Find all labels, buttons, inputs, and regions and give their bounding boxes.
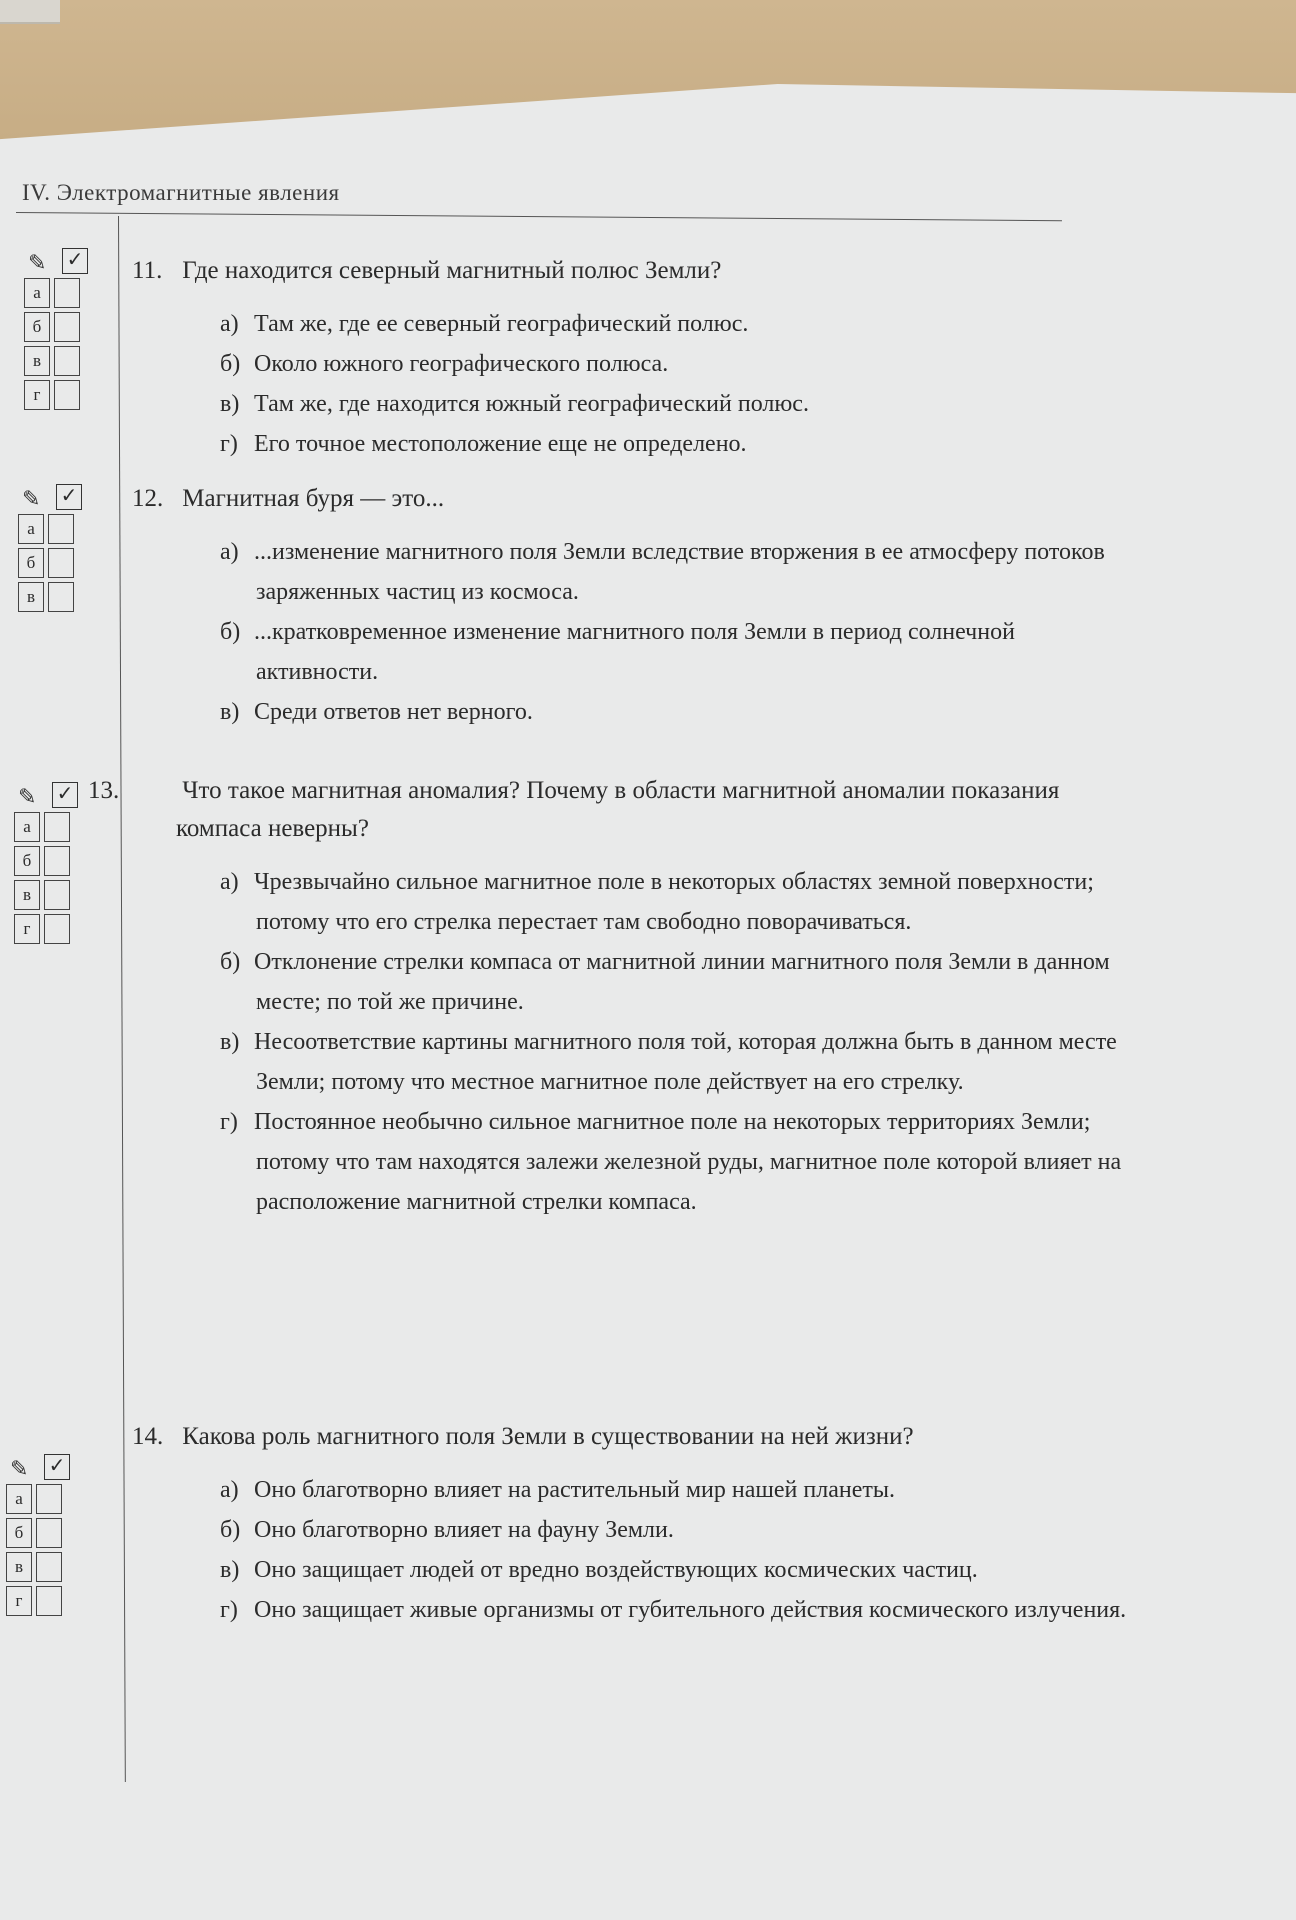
checkbox-icon: ✓ (56, 484, 82, 510)
answer-box[interactable] (44, 812, 70, 842)
option-text: ...кратковременное изменение магнитного поля Земли в период солнечной активности. (254, 619, 1015, 685)
option-text: Около южного географического полюса. (254, 351, 669, 377)
answer-box[interactable] (54, 312, 80, 342)
grid-label: в (18, 582, 44, 612)
grid-label: б (6, 1518, 32, 1548)
option-text: Его точное местоположение еще не определено. (254, 431, 747, 457)
answer-box[interactable] (44, 846, 70, 876)
grid-label: в (24, 346, 50, 376)
option-text: Среди ответов нет верного. (254, 699, 533, 725)
question-number: 13. (88, 777, 120, 804)
checkbox-icon: ✓ (62, 248, 88, 274)
question-text: Магнитная буря — это... (182, 485, 445, 512)
option-b (176, 612, 1142, 692)
answer-box[interactable] (36, 1586, 62, 1616)
pencil-icon: ✎ (22, 486, 41, 511)
option-label: б) (220, 351, 241, 377)
option-text: Оно благотворно влияет на растительный мир нашей планеты. (254, 1477, 895, 1503)
option-label: а) (220, 539, 239, 565)
option-text: Несоответствие картины магнитного поля той, которая должна быть в данном месте Земли; потому что местное магнитное поле действует на его стрелку. (254, 1029, 1117, 1095)
option-label: г) (220, 1109, 238, 1135)
answer-box[interactable] (36, 1484, 62, 1514)
question-title (132, 1418, 1142, 1456)
option-d (176, 1590, 1142, 1630)
grid-label: а (24, 278, 50, 308)
answer-box[interactable] (36, 1518, 62, 1548)
question-title (132, 252, 1142, 290)
option-c (176, 1550, 1142, 1590)
question-13 (88, 772, 1142, 1222)
option-label: в) (220, 1557, 240, 1583)
option-label: б) (220, 949, 241, 975)
answer-grid-q14 (6, 1454, 76, 1620)
question-text: Какова роль магнитного поля Земли в существовании на ней жизни? (182, 1423, 914, 1450)
grid-label: г (14, 914, 40, 944)
answer-box[interactable] (54, 278, 80, 308)
answer-grid-q11 (24, 248, 94, 414)
option-label: а) (220, 311, 239, 337)
option-text: Оно защищает людей от вредно воздействующих космических частиц. (254, 1557, 978, 1583)
pencil-icon: ✎ (18, 784, 37, 809)
option-label: а) (220, 1477, 239, 1503)
question-11 (132, 252, 1142, 464)
answer-box[interactable] (48, 514, 74, 544)
option-text: Чрезвычайно сильное магнитное поле в некоторых областях земной поверхности; потому что его стрелка перестает там свободно поворачиваться. (254, 869, 1094, 935)
option-d (176, 1102, 1142, 1222)
option-label: в) (220, 391, 240, 417)
answer-box[interactable] (36, 1552, 62, 1582)
option-a (176, 1470, 1142, 1510)
option-label: а) (220, 869, 239, 895)
question-12 (132, 480, 1142, 732)
option-b (176, 344, 1142, 384)
answer-grid-q12 (18, 484, 88, 616)
margin-rule (118, 216, 126, 1782)
option-text: Постоянное необычно сильное магнитное поле на некоторых территориях Земли; потому что там находятся залежи железной руды, магнитное поле которой влияет на расположение магнитной стрелки компаса. (254, 1109, 1122, 1215)
grid-label: г (24, 380, 50, 410)
option-label: в) (220, 1029, 240, 1055)
answer-box[interactable] (44, 880, 70, 910)
question-number: 14. (132, 1423, 164, 1450)
checkbox-icon: ✓ (52, 782, 78, 808)
option-a (176, 862, 1142, 942)
pencil-icon: ✎ (10, 1456, 29, 1481)
header-rule (16, 212, 1062, 221)
option-text: Оно благотворно влияет на фауну Земли. (254, 1517, 674, 1543)
grid-label: а (6, 1484, 32, 1514)
question-number: 12. (132, 485, 164, 512)
grid-label: в (6, 1552, 32, 1582)
option-label: в) (220, 699, 240, 725)
question-text: Что такое магнитная аномалия? Почему в области магнитной аномалии показания компаса неверны? (176, 777, 1060, 842)
grid-label: а (14, 812, 40, 842)
option-a (176, 532, 1142, 612)
grid-label: а (18, 514, 44, 544)
option-text: Там же, где находится южный географический полюс. (254, 391, 809, 417)
option-c (176, 692, 1142, 732)
option-b (176, 1510, 1142, 1550)
option-label: б) (220, 619, 241, 645)
answer-box[interactable] (48, 548, 74, 578)
answer-box[interactable] (54, 380, 80, 410)
grid-label: г (6, 1586, 32, 1616)
grid-label: в (14, 880, 40, 910)
option-text: Отклонение стрелки компаса от магнитной линии магнитного поля Земли в данном месте; по той же причине. (254, 949, 1110, 1015)
grid-label: б (14, 846, 40, 876)
option-text: Там же, где ее северный географический полюс. (254, 311, 749, 337)
checkbox-icon: ✓ (44, 1454, 70, 1480)
question-title (88, 772, 1142, 848)
option-c (176, 1022, 1142, 1102)
answer-box[interactable] (54, 346, 80, 376)
option-label: г) (220, 431, 238, 457)
pencil-icon: ✎ (28, 250, 47, 275)
option-a (176, 304, 1142, 344)
question-number: 11. (132, 257, 163, 284)
option-d (176, 424, 1142, 464)
question-14 (132, 1418, 1142, 1630)
answer-box[interactable] (48, 582, 74, 612)
option-text: ...изменение магнитного поля Земли вследствие вторжения в ее атмосферу потоков заряженных частиц из космоса. (254, 539, 1105, 605)
answer-box[interactable] (44, 914, 70, 944)
question-title (132, 480, 1142, 518)
grid-label: б (24, 312, 50, 342)
answer-grid-q13 (14, 782, 84, 948)
option-label: б) (220, 1517, 241, 1543)
option-b (176, 942, 1142, 1022)
section-header: IV. Электромагнитные явления (22, 180, 340, 205)
option-label: г) (220, 1597, 238, 1623)
option-text: Оно защищает живые организмы от губительного действия космического излучения. (254, 1597, 1127, 1623)
question-text: Где находится северный магнитный полюс Земли? (182, 257, 722, 284)
grid-label: б (18, 548, 44, 578)
option-c (176, 384, 1142, 424)
